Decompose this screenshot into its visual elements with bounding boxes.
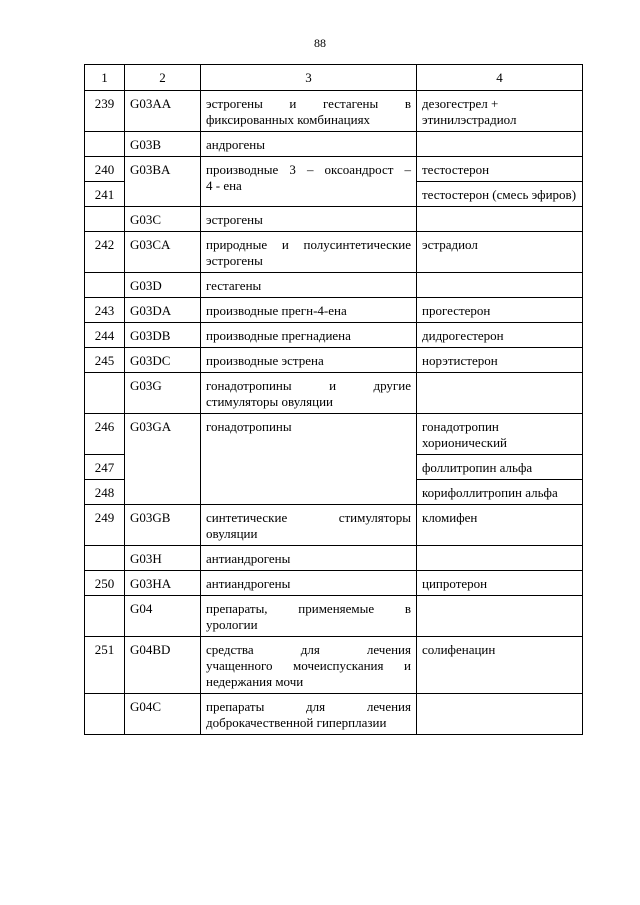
row-number: 241 [85, 182, 125, 207]
table-row [85, 91, 583, 132]
group-name-line: синтетические стимуляторы [206, 510, 411, 525]
row-number [85, 373, 125, 414]
atc-code: G03G [125, 373, 201, 414]
header-col-4: 4 [417, 65, 583, 91]
table-row [85, 596, 583, 637]
table-row [85, 373, 583, 414]
group-name-line: 4 - ена [206, 178, 242, 193]
table-row [85, 132, 583, 157]
row-number: 242 [85, 232, 125, 273]
atc-code: G04BD [125, 637, 201, 694]
row-number: 244 [85, 323, 125, 348]
group-name-line: овуляции [206, 526, 258, 541]
atc-code: G03HA [125, 571, 201, 596]
group-name-line: природные и полусинтетические [206, 237, 411, 252]
group-name-line: учащенного мочеиспускания и [206, 658, 411, 673]
group-name: эстрогены [201, 207, 417, 232]
table-row [85, 348, 583, 373]
drug-name: ципротерон [417, 571, 583, 596]
group-name-line: фиксированных комбинациях [206, 112, 371, 127]
atc-code: G03DC [125, 348, 201, 373]
table-row [85, 157, 583, 182]
atc-code: G03DA [125, 298, 201, 323]
drug-name [417, 546, 583, 571]
row-number [85, 273, 125, 298]
group-name: производные прегнадиена [201, 323, 417, 348]
group-name-line: препараты для лечения [206, 699, 411, 714]
atc-code: G03GB [125, 505, 201, 546]
drug-name: эстрадиол [417, 232, 583, 273]
row-number: 246 [85, 414, 125, 455]
drug-name: корифоллитропин альфа [417, 480, 583, 505]
table-row [85, 414, 583, 455]
group-name: антиандрогены [201, 571, 417, 596]
group-name-line: производные 3 – оксоандрост – [206, 162, 411, 177]
table-row [85, 273, 583, 298]
atc-code: G03H [125, 546, 201, 571]
drug-name: гонадотропин хорионический [417, 414, 583, 455]
row-number: 250 [85, 571, 125, 596]
table-row [85, 323, 583, 348]
atc-code: G03B [125, 132, 201, 157]
group-name [201, 596, 417, 637]
group-name-line: недержания мочи [206, 674, 304, 689]
table-row [85, 505, 583, 546]
group-name: антиандрогены [201, 546, 417, 571]
drug-name: дезогестрел + этинилэстрадиол [417, 91, 583, 132]
drug-name: тестостерон [417, 157, 583, 182]
drug-name: фоллитропин альфа [417, 455, 583, 480]
drug-name: прогестерон [417, 298, 583, 323]
header-col-3: 3 [201, 65, 417, 91]
group-name [201, 637, 417, 694]
group-name-line: доброкачественной гиперплазии [206, 715, 387, 730]
group-name-line: эстрогены [206, 253, 263, 268]
group-name: андрогены [201, 132, 417, 157]
group-name [201, 232, 417, 273]
atc-code: G04 [125, 596, 201, 637]
row-number: 245 [85, 348, 125, 373]
group-name [201, 157, 417, 207]
drug-name [417, 373, 583, 414]
group-name [201, 91, 417, 132]
drug-name: кломифен [417, 505, 583, 546]
atc-code: G03CA [125, 232, 201, 273]
drug-name [417, 132, 583, 157]
group-name [201, 373, 417, 414]
group-name: гестагены [201, 273, 417, 298]
row-number: 243 [85, 298, 125, 323]
drug-name [417, 273, 583, 298]
row-number [85, 132, 125, 157]
table-row [85, 546, 583, 571]
table-row [85, 298, 583, 323]
group-name [201, 505, 417, 546]
row-number: 248 [85, 480, 125, 505]
header-col-2: 2 [125, 65, 201, 91]
drug-name: норэтистерон [417, 348, 583, 373]
drug-name [417, 207, 583, 232]
drug-name [417, 596, 583, 637]
atc-code: G03DB [125, 323, 201, 348]
drug-name: тестостерон (смесь эфиров) [417, 182, 583, 207]
table-row [85, 637, 583, 694]
table-row [85, 571, 583, 596]
header-col-1: 1 [85, 65, 125, 91]
page-number: 88 [314, 36, 326, 50]
row-number: 247 [85, 455, 125, 480]
table-row [85, 694, 583, 735]
table-row [85, 207, 583, 232]
group-name-line: гонадотропины и другие [206, 378, 411, 393]
drug-classification-table [84, 64, 583, 735]
table-row [85, 232, 583, 273]
row-number: 239 [85, 91, 125, 132]
row-number: 251 [85, 637, 125, 694]
group-name: производные прегн-4-ена [201, 298, 417, 323]
row-number [85, 596, 125, 637]
group-name-line: эстрогены и гестагены в [206, 96, 411, 111]
group-name: гонадотропины [201, 414, 417, 505]
group-name-line: стимуляторы овуляции [206, 394, 333, 409]
drug-name: дидрогестерон [417, 323, 583, 348]
group-name-line: средства для лечения [206, 642, 411, 657]
atc-code: G03GA [125, 414, 201, 505]
atc-code: G03C [125, 207, 201, 232]
atc-code: G04C [125, 694, 201, 735]
row-number [85, 207, 125, 232]
drug-name [417, 694, 583, 735]
group-name [201, 694, 417, 735]
header-row [85, 65, 583, 91]
row-number [85, 694, 125, 735]
row-number: 240 [85, 157, 125, 182]
row-number: 249 [85, 505, 125, 546]
atc-code: G03D [125, 273, 201, 298]
row-number [85, 546, 125, 571]
atc-code: G03AA [125, 91, 201, 132]
group-name: производные эстрена [201, 348, 417, 373]
drug-name: солифенацин [417, 637, 583, 694]
group-name-line: урологии [206, 617, 258, 632]
group-name-line: препараты, применяемые в [206, 601, 411, 616]
atc-code: G03BA [125, 157, 201, 207]
